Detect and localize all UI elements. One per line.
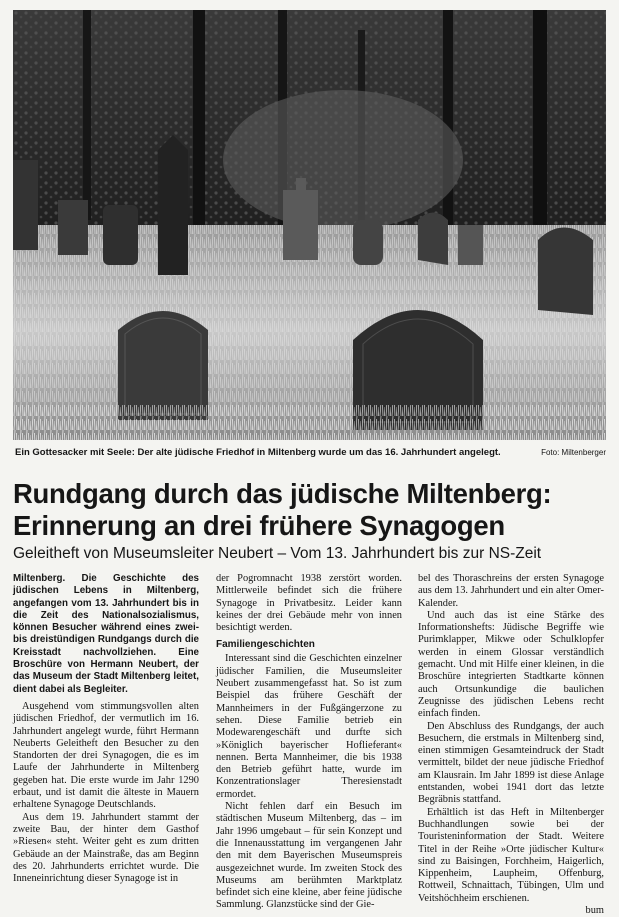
body-paragraph: Aus dem 19. Jahrhundert stammt der zweite Bau, der hinter dem Gasthof »Riesen« steht. Weiter geht es zum dritten Gebäude an der Mainstraße, das am Beginn des 20. Jahrhunderts errichtet wurde. Die Inneneinrichtung dieser Synagoge ist in [13,811,199,885]
body-paragraph: Erhältlich ist das Heft in Miltenberger Buchhandlungen sowie bei der Touristeninformation der Stadt. Weitere Titel in der Reihe »Orte jüdischer Kultur« sind zu Baisingen, Forchheim, Haigerlich, Kippenheim, Laupheim, Offenburg, Rottweil, Schnaittach, Tübingen, Ulm und Veitshöchheim erschienen. [418,806,604,904]
body-paragraph: Und auch das ist eine Stärke des Informationshefts: Jüdische Begriffe wie Purimklapper, Mikwe oder Schulklopfer werden in einem Glossar verständlich gemacht. Und mit Hilfe einer kleinen, in die Broschüre integrierten Stadtkarte können auch Ortsunkundige die baulichen Zeugnisse des jüdischen Lebens recht einfach finden. [418,609,604,720]
photo-credit: Foto: Miltenberger [541,448,606,457]
photo-caption-row [13,445,606,461]
headline-line-2: Erinnerung an drei frühere Synagogen [13,510,505,541]
cemetery-photo [13,10,606,440]
body-paragraph: der Pogromnacht 1938 zerstört worden. Mittlerweile befindet sich die frühere Synagoge in Privatbesitz. Leider kann keines der drei Gebäude mehr von innen besichtigt werden. [216,573,402,634]
text-column-2 [216,573,402,912]
article-headline [13,478,613,542]
text-column-1 [13,573,199,885]
body-paragraph: Interessant sind die Geschichten einzelner jüdischer Familien, die Museumsleiter Neubert zusammengefasst hat. So ist zum Beispiel das frühere Geschäft der Mannheimers in der Fußgängerzone zu sehen. Diese Familie betrieb ein Modewarengeschäft und durfte sich »Königlich bayerischer Hoflieferant« nennen. Berta Mannheimer, die bis 1938 den Betrieb geführt hatte, wurde im Konzentrationslager Theresienstadt ermordet. [216,653,402,800]
body-paragraph: bel des Thoraschreins der ersten Synagoge aus dem 13. Jahrhundert und ein alter Omer-Kalender. [418,573,604,609]
body-paragraph: Ausgehend vom stimmungsvollen alten jüdischen Friedhof, der vermutlich im 16. Jahrhundert angelegt wurde, führt Hermann Neuberts Geleitheft den Besucher zu den Standorten der drei Synagogen, die es im Laufe der Jahrhunderte in Miltenberg gegeben hat. Die erste wurde im Jahr 1290 erbaut, und ist damit die älteste in Mauern erhaltene Synagoge Deutschlands. [13,700,199,811]
body-paragraph: Den Abschluss des Rundgangs, der auch Besuchern, die erstmals in Miltenberg sind, einen stimmigen Gesamteindruck der Stadt vermittelt, bildet der neue jüdische Friedhof am Klausrain. Im Jahr 1899 ist diese Anlage entstanden, wobei 1941 dort das letzte Begräbnis stattfand. [418,720,604,806]
author-signature: bum [585,905,604,917]
article-subheadline: Geleitheft von Museumsleiter Neubert – Vom 13. Jahrhundert bis zur NS-Zeit [13,545,542,562]
lead-paragraph: Miltenberg. Die Geschichte des jüdischen Lebens in Miltenberg, angefangen vom 13. Jahrhundert bis in die Zeit des Nationalsozialismus, können Besucher während eines zwei- bis dreistündigen Rundgangs durch die Kreisstadt nachvollziehen. Eine Broschüre von Hermann Neubert, der das Museum der Stadt Miltenberg leitet, dient dabei als Begleiter. [13,573,199,695]
text-column-3 [418,573,604,917]
headline-line-1: Rundgang durch das jüdische Miltenberg: [13,478,552,509]
body-paragraph: Nicht fehlen darf ein Besuch im städtischen Museum Miltenberg, das – im Jahr 1996 umgebaut – für sein Konzept und die Innenausstattung im vergangenen Jahr den mit dem Bayerischen Museumspreis ausgezeichnet wurde. Im zweiten Stock des Museums am berühmten Marktplatz befindet sich eine kleine, aber feine jüdische Sammlung. Glanzstücke sind der Gie- [216,801,402,911]
photo-caption: Ein Gottesacker mit Seele: Der alte jüdische Friedhof in Miltenberg wurde um das 16. Jahrhundert angelegt. [15,447,501,458]
section-heading: Familiengeschichten [216,639,315,651]
cemetery-illustration [13,10,606,440]
